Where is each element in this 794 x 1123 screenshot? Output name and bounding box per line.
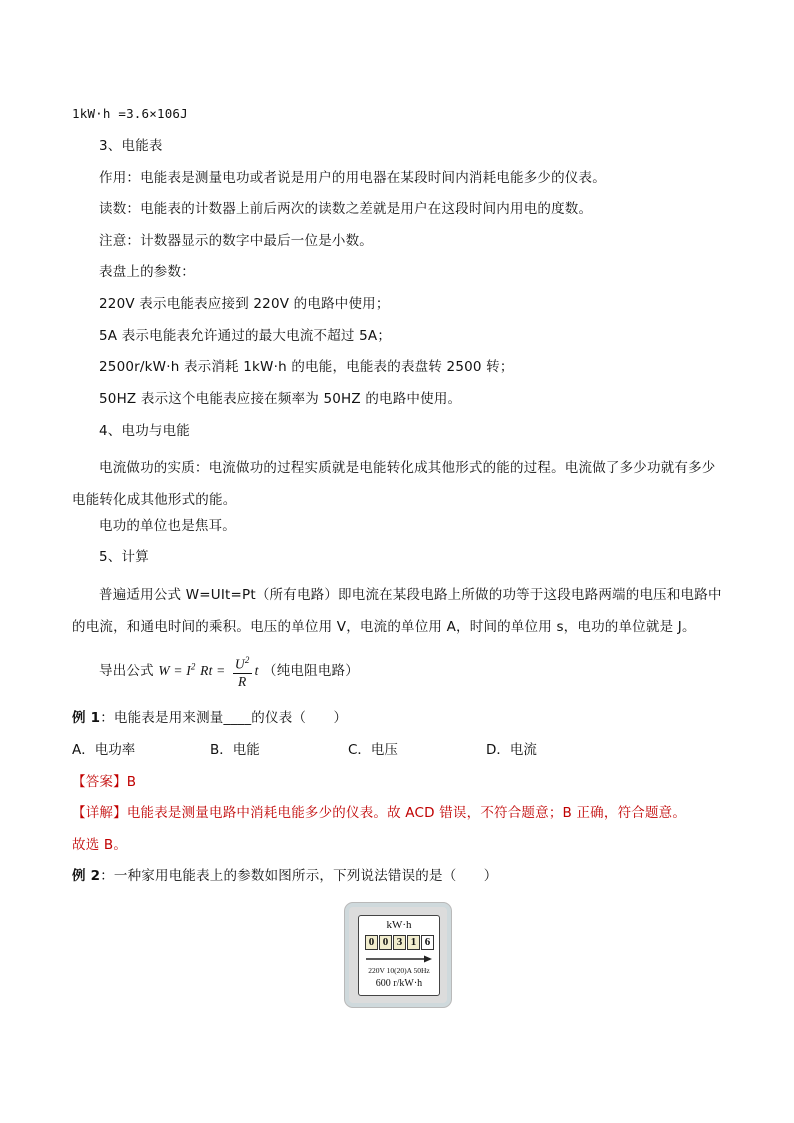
example-1-answer: 【答案】B: [72, 774, 137, 790]
formula-sup: 2: [190, 661, 196, 672]
energy-conversion-line: 1kW·h =3.6×106J: [72, 106, 188, 121]
note-line: 注意：计数器显示的数字中最后一位是小数。: [99, 233, 373, 249]
meter-digit: 0: [365, 935, 378, 950]
formula-w-i: W = I: [158, 662, 191, 678]
derived-prefix: 导出公式: [99, 662, 154, 679]
detail-text: 电能表是测量电路中消耗电能多少的仪表。故 ACD 错误，不符合题意；B 正确，符合题意。: [126, 805, 687, 821]
meter-spec: 220V 10(20)A 50Hz: [368, 966, 430, 975]
essence-paragraph: 电流做功的实质：电流做功的过程实质就是电能转化成其他形式的能的过程。电流做了多少功就有多少电能转化成其他形式的能。: [72, 460, 716, 508]
param-50hz: 50HZ 表示这个电能表应接在频率为 50HZ 的电路中使用。: [99, 391, 462, 407]
formula-fraction: [233, 652, 252, 690]
meter-digit: 1: [407, 935, 420, 950]
option-a: A．电功率: [72, 742, 136, 758]
option-c: C．电压: [348, 742, 398, 758]
example-1-conclusion: 故选 B。: [72, 837, 128, 853]
example-1-question: [72, 708, 347, 728]
example-1-label: 例 1: [72, 710, 101, 726]
meter-counter: [365, 935, 435, 949]
meter-face: [358, 915, 440, 996]
formula-t: t: [254, 662, 259, 678]
param-5a: 5A 表示电能表允许通过的最大电流不超过 5A；: [99, 328, 392, 344]
section-5-heading: 5、计算: [99, 549, 149, 565]
params-heading: 表盘上的参数：: [99, 264, 195, 280]
section-3-heading: 3、电能表: [99, 138, 163, 154]
meter-unit: kW·h: [386, 919, 412, 931]
param-2500r: 2500r/kW·h 表示消耗 1kW·h 的电能，电能表的表盘转 2500 转；: [99, 359, 514, 375]
example-2-label: 例 2: [72, 868, 101, 884]
example-1-detail: [72, 803, 686, 823]
numerator-sup: 2: [244, 655, 250, 665]
example-1-text: ：电能表是用来测量____的仪表（ ）: [100, 710, 348, 726]
fraction-numerator: U: [234, 656, 245, 672]
derived-suffix: （纯电阻电路）: [263, 662, 359, 679]
meter-digit-decimal: 6: [421, 935, 434, 950]
meter-digit: 3: [393, 935, 406, 950]
section-4-heading: 4、电功与电能: [99, 423, 190, 439]
example-2-question: [72, 866, 498, 886]
formula-rt: Rt =: [200, 662, 226, 678]
example-2-text: ：一种家用电能表上的参数如图所示，下列说法错误的是（ ）: [100, 868, 498, 884]
meter-digit: 0: [379, 935, 392, 950]
detail-tag: 【详解】: [72, 805, 127, 821]
option-b: B．电能: [210, 742, 260, 758]
unit-line: 电功的单位也是焦耳。: [99, 518, 236, 534]
option-d: D．电流: [486, 742, 537, 758]
electric-meter-figure: [344, 902, 452, 1008]
param-220v: 220V 表示电能表应接到 220V 的电路中使用；: [99, 296, 390, 312]
meter-revolutions: 600 r/kW·h: [375, 978, 423, 989]
formula-paragraph: 普遍适用公式 W=UIt=Pt（所有电路）即电流在某段电路上所做的功等于这段电路两端的电压和电路中的电流，和通电时间的乘积。电压的单位用 V，电流的单位用 A，时间的单位用 s，电功的单位就是 J。: [72, 587, 722, 635]
reading-line: 读数：电能表的计数器上前后两次的读数之差就是用户在这段时间内用电的度数。: [99, 201, 593, 217]
fraction-denominator: R: [238, 673, 247, 689]
function-line: 作用：电能表是测量电功或者说是用户的用电器在某段时间内消耗电能多少的仪表。: [99, 170, 606, 186]
derived-formula-line: [99, 652, 359, 690]
rotation-arrow-icon: [365, 955, 433, 963]
